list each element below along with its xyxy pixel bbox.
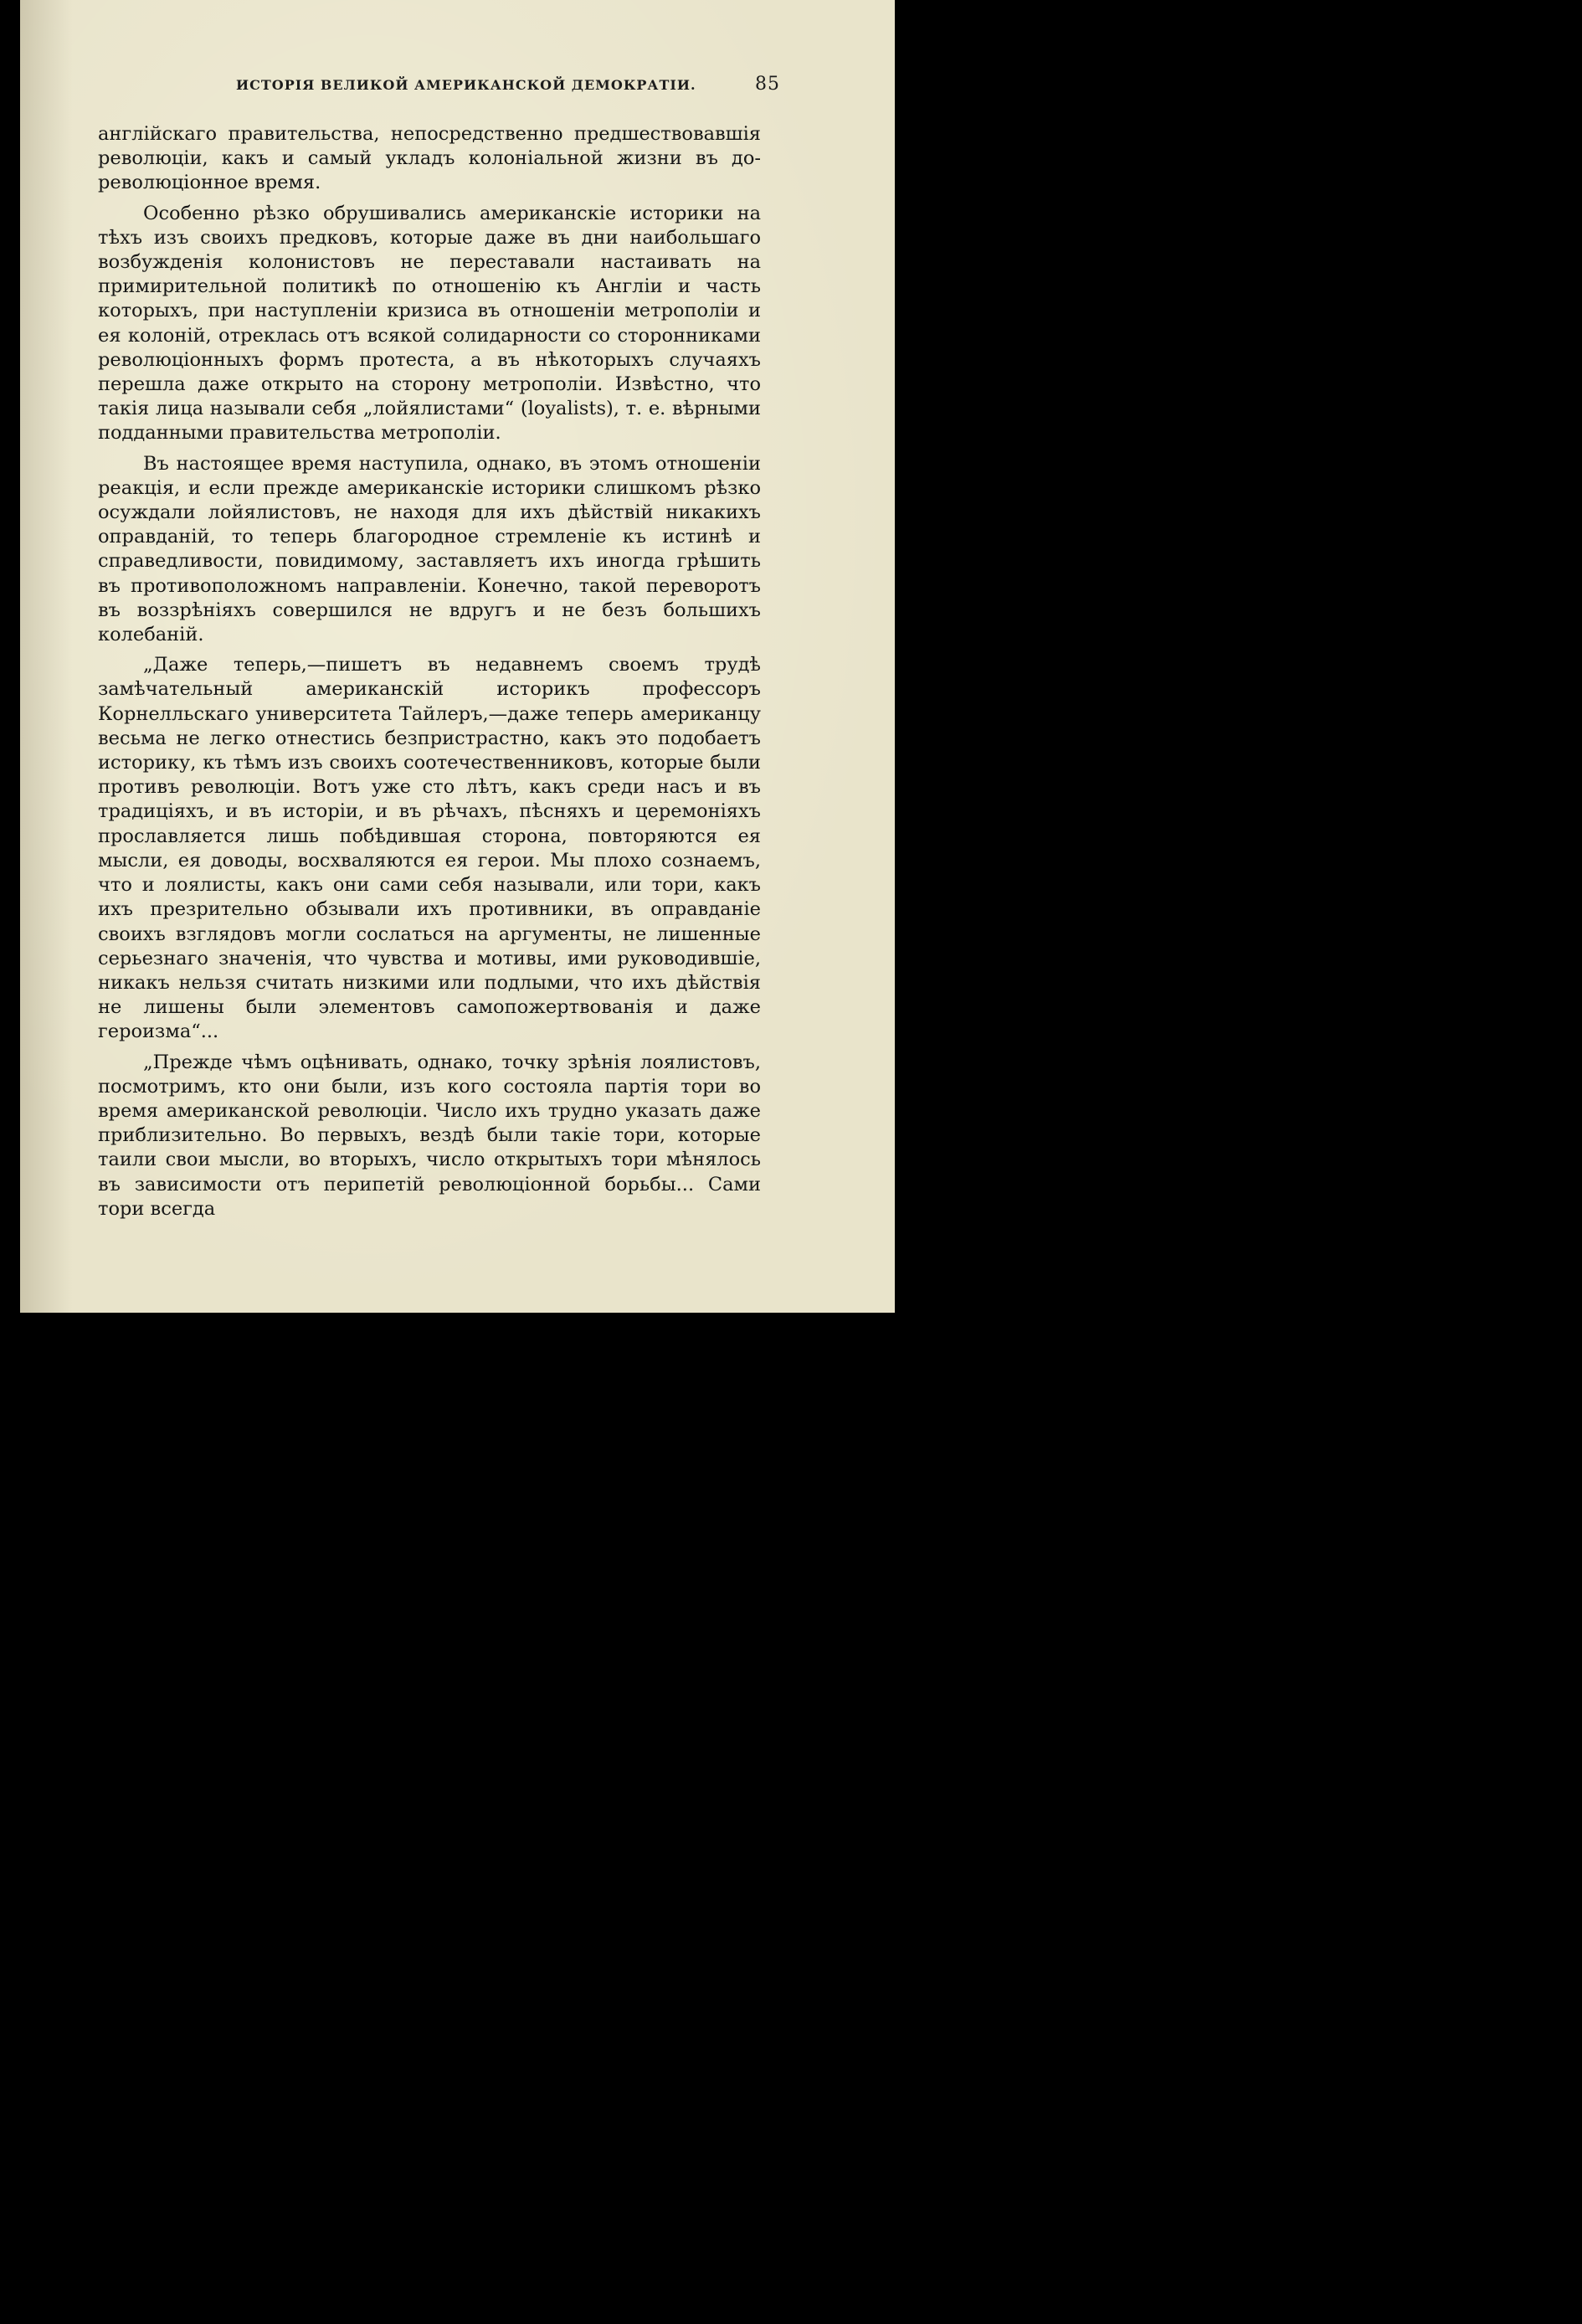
page-number: 85 xyxy=(755,74,780,95)
running-title: ИСТОРІЯ ВЕЛИКОЙ АМЕРИКАНСКОЙ ДЕМОКРАТІИ. xyxy=(236,77,696,93)
paragraph-reaction: Въ настоящее время наступила, однако, въ этомъ отношеніи реакція, и если прежде американскіе историки слишкомъ рѣзко осуждали лойялистовъ, не находя для ихъ дѣйствій никакихъ оправданій, то теперь благородное стремленіе къ истинѣ и справедливости, повидимому, заставляетъ ихъ иногда грѣшить въ противоположномъ направленіи. Конечно, такой переворотъ въ воззрѣніяхъ совершился не вдругъ и не безъ большихъ колебаній. xyxy=(98,452,761,646)
paragraph-continued: англійскаго правительства, непосредственно предшествовавшія революціи, какъ и самый укладъ колоніальной жизни въ до-революціонное время. xyxy=(98,123,761,194)
body-text xyxy=(98,122,761,1221)
paragraph-tory-party: „Прежде чѣмъ оцѣнивать, однако, точку зрѣнія лоялистовъ, посмотримъ, кто они были, изъ кого состояла партія тори во время американской революціи. Число ихъ трудно указать даже приблизительно. Во первыхъ, вездѣ были такіе тори, которые таили свои мысли, во вторыхъ, число открытыхъ тори мѣнялось въ зависимости отъ перипетій революціонной борьбы... Сами тори всегда xyxy=(98,1051,761,1220)
paragraph-loyalists: Особенно рѣзко обрушивались американскіе историки на тѣхъ изъ своихъ предковъ, которые даже въ дни наибольшаго возбужденія колонистовъ не переставали настаивать на примирительной политикѣ по отношенію къ Англіи и часть которыхъ, при наступленіи кризиса въ отношеніи метрополіи и ея колоній, отреклась отъ всякой солидарности со сторонниками революціонныхъ формъ протеста, а въ нѣкоторыхъ случаяхъ перешла даже открыто на сторону метрополіи. Извѣстно, что такія лица называли себя „лойялистами“ (loyalists), т. е. вѣрными подданными правительства метрополіи. xyxy=(98,202,761,445)
paragraph-tyler-quote: „Даже теперь,—пишетъ въ недавнемъ своемъ трудѣ замѣчательный американскій историкъ профессоръ Корнелльскаго университета Тайлеръ,—даже теперь американцу весьма не легко отнестись безпристрастно, какъ это подобаетъ историку, къ тѣмъ изъ своихъ соотечественниковъ, которые были противъ революціи. Вотъ уже сто лѣтъ, какъ среди насъ и въ традиціяхъ, и въ исторіи, и въ рѣчахъ, пѣсняхъ и церемоніяхъ прославляется лишь побѣдившая сторона, повторяются ея мысли, ея доводы, восхваляются ея герои. Мы плохо сознаемъ, что и лоялисты, какъ они сами себя называли, или тори, какъ ихъ презрительно обзывали ихъ противники, въ оправданіе своихъ взглядовъ могли сослаться на аргументы, не лишенные серьезнаго значенія, что чувства и мотивы, ими руководившіе, никакъ нельзя считать низкими или подлыми, что ихъ дѣйствія не лишены были элементовъ самопожертвованія и даже героизма“... xyxy=(98,654,761,1043)
